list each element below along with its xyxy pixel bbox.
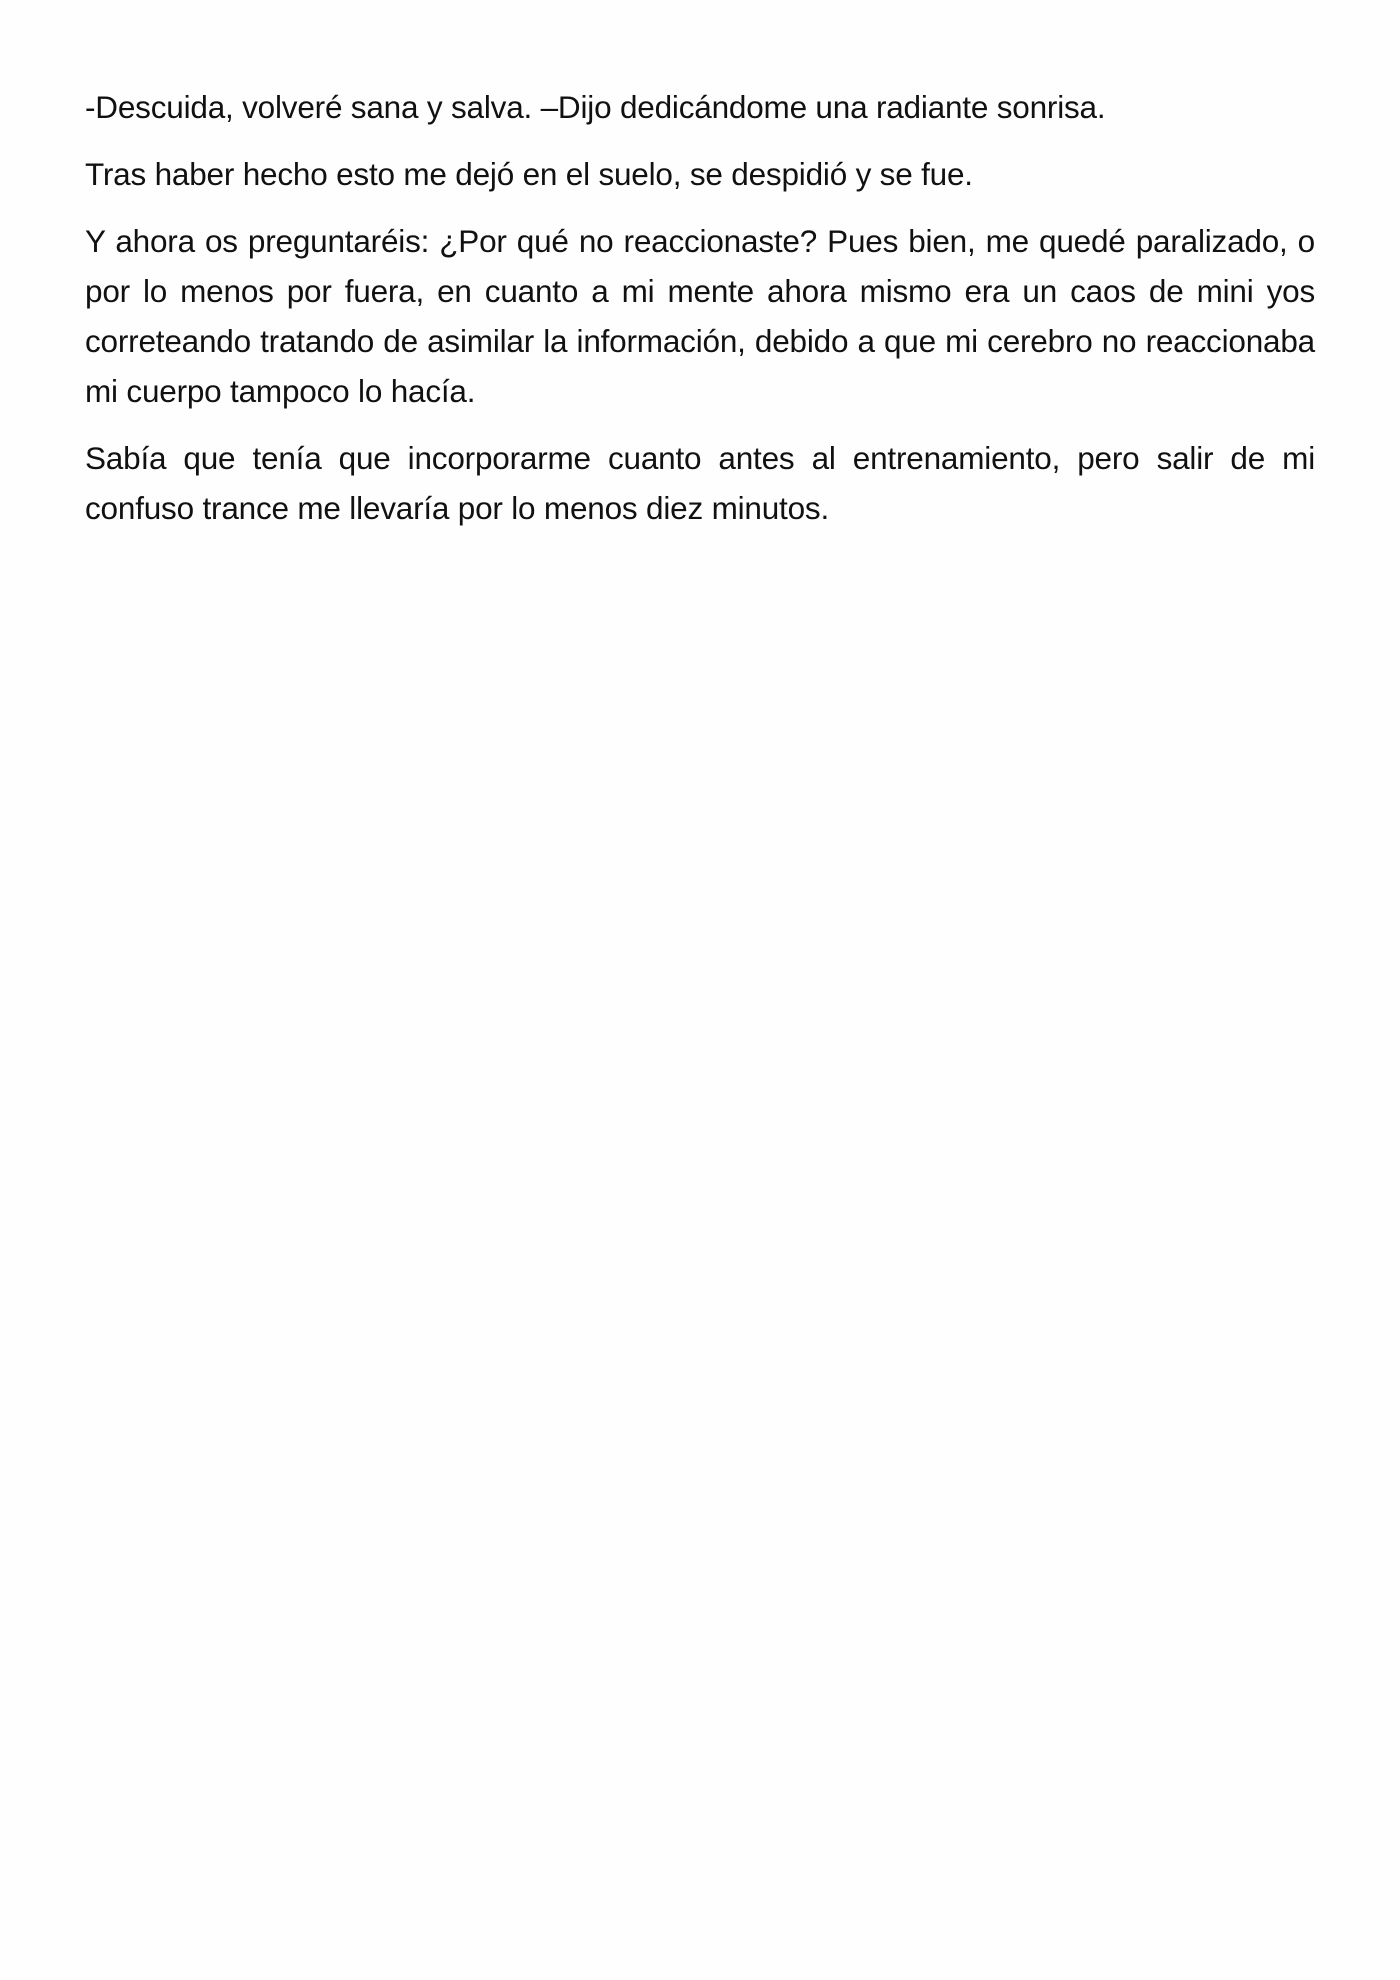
paragraph: Y ahora os preguntaréis: ¿Por qué no reaccionaste? Pues bien, me quedé paralizado, o por lo menos por fuera, en cuanto a mi mente ahora mismo era un caos de mini yos correteando tratando de asimilar la información, debido a que mi cerebro no reaccionaba mi cuerpo tampoco lo hacía. [85, 223, 1315, 409]
paragraph: Tras haber hecho esto me dejó en el suelo, se despidió y se fue. [85, 156, 973, 192]
paragraph: -Descuida, volveré sana y salva. –Dijo dedicándome una radiante sonrisa. [85, 89, 1106, 125]
document-body [85, 82, 1315, 550]
paragraph: Sabía que tenía que incorporarme cuanto antes al entrenamiento, pero salir de mi confuso trance me llevaría por lo menos diez minutos. [85, 440, 1315, 526]
